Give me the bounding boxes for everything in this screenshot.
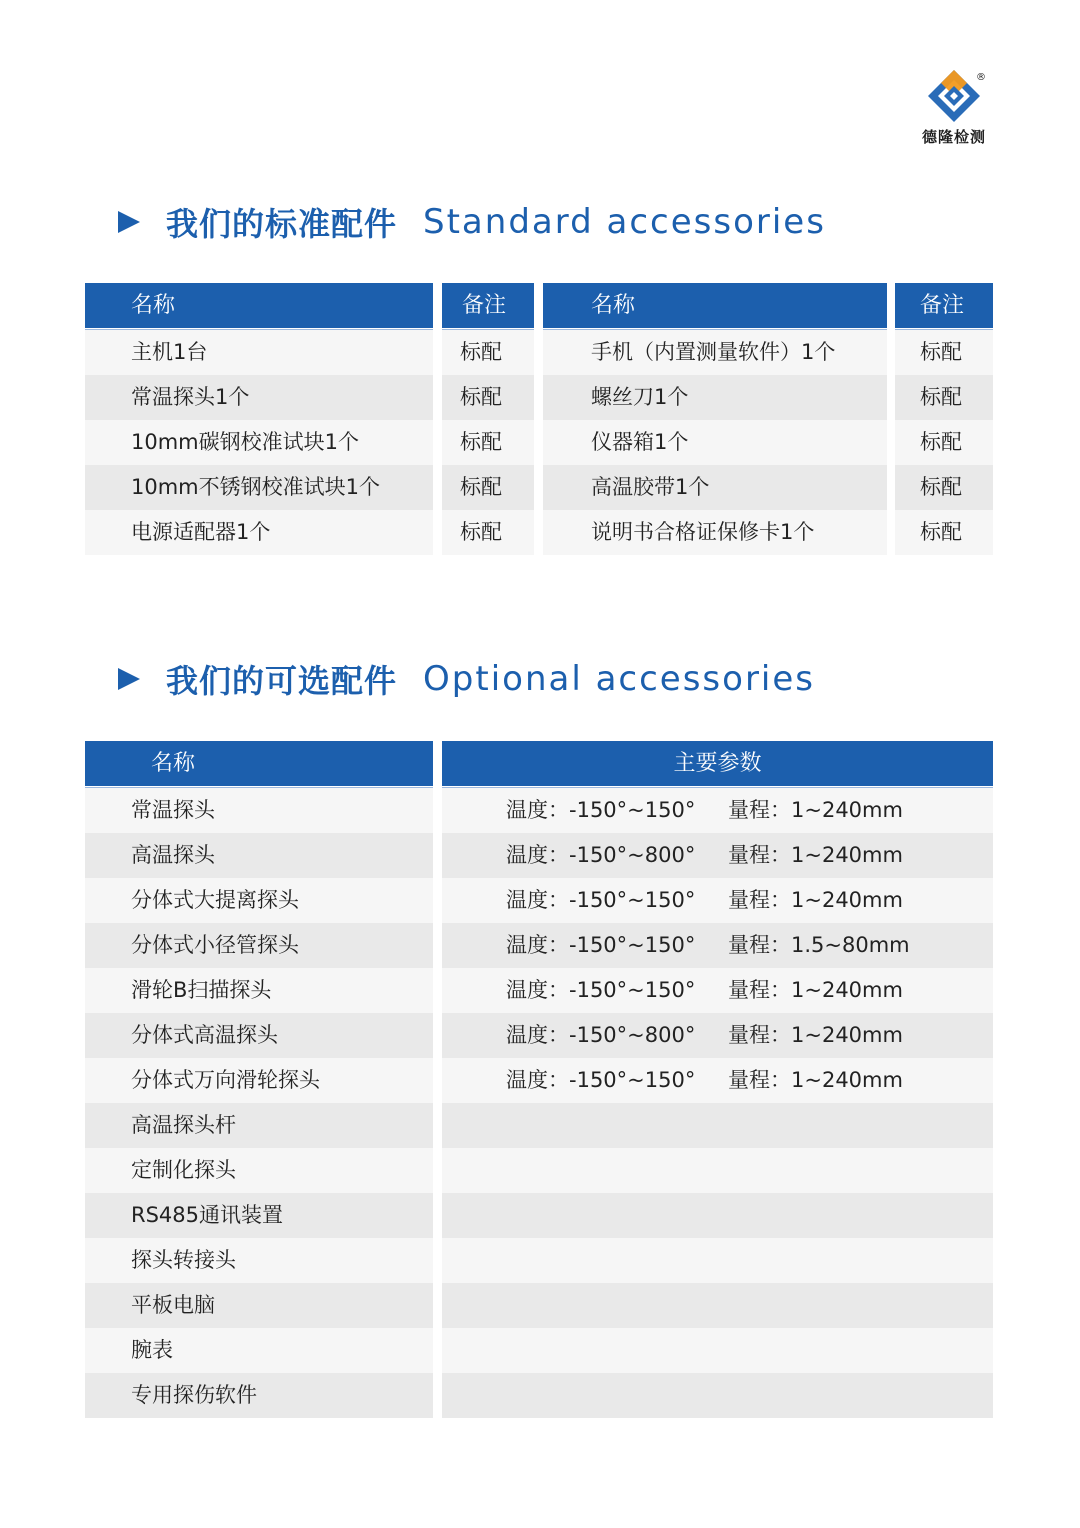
item-params (442, 968, 993, 1013)
header-remark: 备注 (442, 283, 534, 328)
item-name: 10mm不锈钢校准试块1个 (85, 465, 433, 510)
item-params (442, 1148, 993, 1193)
triangle-bullet-icon (118, 668, 140, 690)
temperature-value: 温度：-150°~800° (506, 1023, 696, 1047)
table-row (85, 330, 993, 375)
item-name: 平板电脑 (85, 1283, 433, 1328)
table-row (85, 465, 993, 510)
range-value: 量程：1~240mm (728, 978, 903, 1002)
table-row (85, 1148, 993, 1193)
optional-heading (118, 654, 815, 704)
header-name: 名称 (85, 741, 433, 786)
item-params (442, 923, 993, 968)
table-row (85, 375, 993, 420)
table-row (85, 420, 993, 465)
range-value: 量程：1~240mm (728, 798, 903, 822)
item-params (442, 878, 993, 923)
item-params (442, 1373, 993, 1418)
item-name: RS485通讯装置 (85, 1193, 433, 1238)
range-value: 量程：1.5~80mm (728, 933, 910, 957)
item-name: 高温探头 (85, 833, 433, 878)
range-value: 量程：1~240mm (728, 843, 903, 867)
item-name: 电源适配器1个 (85, 510, 433, 555)
item-params (442, 1103, 993, 1148)
table-row (85, 1103, 993, 1148)
item-remark: 标配 (442, 510, 534, 555)
item-name: 仪器箱1个 (543, 420, 887, 465)
item-name: 说明书合格证保修卡1个 (543, 510, 887, 555)
item-remark: 标配 (895, 510, 993, 555)
table-header-row (85, 741, 993, 786)
table-row (85, 1238, 993, 1283)
item-remark: 标配 (442, 465, 534, 510)
table-row (85, 1058, 993, 1103)
item-remark: 标配 (895, 465, 993, 510)
range-value: 量程：1~240mm (728, 888, 903, 912)
temperature-value: 温度：-150°~150° (506, 1068, 696, 1092)
table-header-row (85, 283, 993, 328)
item-name: 手机（内置测量软件）1个 (543, 330, 887, 375)
standard-title-en: Standard accessories (423, 202, 826, 242)
item-remark: 标配 (895, 375, 993, 420)
item-params (442, 1193, 993, 1238)
range-value: 量程：1~240mm (728, 1023, 903, 1047)
triangle-bullet-icon (118, 211, 140, 233)
temperature-value: 温度：-150°~150° (506, 978, 696, 1002)
item-name: 主机1台 (85, 330, 433, 375)
table-row (85, 1283, 993, 1328)
optional-title-cn: 我们的可选配件 (166, 662, 398, 700)
table-row (85, 923, 993, 968)
item-name: 定制化探头 (85, 1148, 433, 1193)
item-remark: 标配 (895, 330, 993, 375)
table-row (85, 878, 993, 923)
table-row (85, 788, 993, 833)
optional-table (85, 741, 993, 1418)
item-name: 分体式万向滑轮探头 (85, 1058, 433, 1103)
item-params (442, 833, 993, 878)
item-params (442, 1013, 993, 1058)
optional-title-en: Optional accessories (423, 659, 816, 699)
standard-title-cn: 我们的标准配件 (166, 205, 398, 243)
temperature-value: 温度：-150°~150° (506, 933, 696, 957)
item-name: 探头转接头 (85, 1238, 433, 1283)
header-remark: 备注 (895, 283, 993, 328)
item-params (442, 1283, 993, 1328)
item-name: 常温探头1个 (85, 375, 433, 420)
item-params (442, 1058, 993, 1103)
item-params (442, 1328, 993, 1373)
item-name: 专用探伤软件 (85, 1373, 433, 1418)
temperature-value: 温度：-150°~800° (506, 843, 696, 867)
table-row (85, 968, 993, 1013)
registered-mark: ® (976, 72, 986, 83)
table-row (85, 833, 993, 878)
range-value: 量程：1~240mm (728, 1068, 903, 1092)
item-remark: 标配 (895, 420, 993, 465)
header-params: 主要参数 (442, 741, 993, 786)
brand-logo (912, 68, 996, 152)
item-name: 分体式高温探头 (85, 1013, 433, 1058)
item-name: 分体式大提离探头 (85, 878, 433, 923)
logo-text: 德隆检测 (921, 128, 986, 146)
standard-table (85, 283, 993, 555)
item-name: 螺丝刀1个 (543, 375, 887, 420)
header-name: 名称 (543, 283, 887, 328)
item-name: 分体式小径管探头 (85, 923, 433, 968)
standard-heading (118, 197, 826, 247)
item-name: 滑轮B扫描探头 (85, 968, 433, 1013)
item-remark: 标配 (442, 330, 534, 375)
item-name: 10mm碳钢校准试块1个 (85, 420, 433, 465)
table-row (85, 1328, 993, 1373)
item-name: 常温探头 (85, 788, 433, 833)
table-row (85, 510, 993, 555)
item-remark: 标配 (442, 375, 534, 420)
item-name: 腕表 (85, 1328, 433, 1373)
item-params (442, 1238, 993, 1283)
table-row (85, 1013, 993, 1058)
temperature-value: 温度：-150°~150° (506, 888, 696, 912)
item-params (442, 788, 993, 833)
header-name: 名称 (85, 283, 433, 328)
item-remark: 标配 (442, 420, 534, 465)
item-name: 高温探头杆 (85, 1103, 433, 1148)
item-name: 高温胶带1个 (543, 465, 887, 510)
temperature-value: 温度：-150°~150° (506, 798, 696, 822)
table-row (85, 1193, 993, 1238)
table-row (85, 1373, 993, 1418)
